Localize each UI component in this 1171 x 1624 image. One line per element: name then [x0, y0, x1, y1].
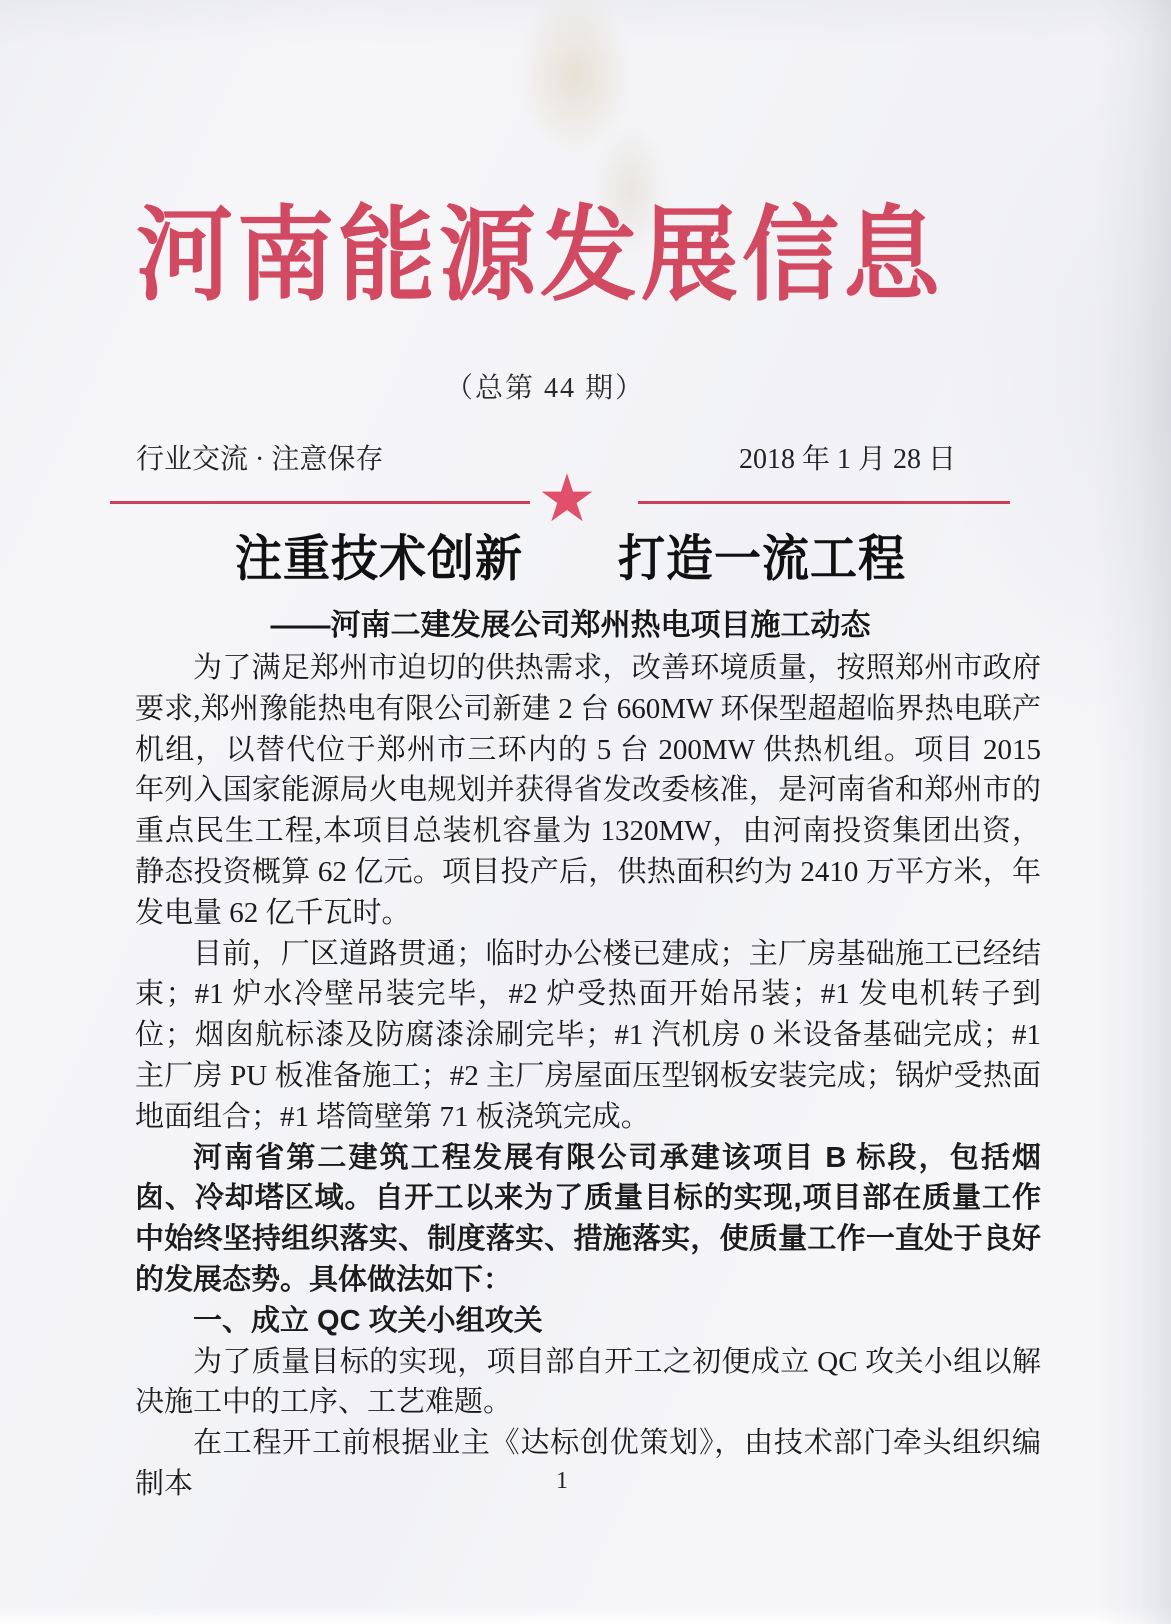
article-paragraph: 目前，厂区道路贯通；临时办公楼已建成；主厂房基础施工已经结束；#1 炉水冷壁吊装完毕，#2 炉受热面开始吊装；#1 发电机转子到位；烟囱航标漆及防腐漆涂刷完毕；#1 汽机房 0 米设备基础完成；#1 主厂房 PU 板准备施工；#2 主厂房屋面压型钢板安装完成；锅炉受热面地面组合；#1 塔筒壁第 71 板浇筑完成。: [135, 937, 1041, 1133]
headline-part-1: 注重技术创新: [235, 530, 523, 587]
distribution-note: 行业交流 · 注意保存: [136, 444, 384, 475]
article-paragraph: 河南省第二建筑工程发展有限公司承建该项目 B 标段，包括烟囱、冷却塔区域。自开工以来为了质量目标的实现,项目部在质量工作中始终坚持组织落实、制度落实、措施落实，使质量工作一直处于良好的发展态势。具体做法如下：: [135, 1141, 1041, 1296]
issue-number: （总第 44 期）: [444, 373, 645, 404]
article-paragraph: 为了满足郑州市迫切的供热需求，改善环境质量，按照郑州市政府要求,郑州豫能热电有限公司新建 2 台 660MW 环保型超超临界热电联产机组，以替代位于郑州市三环内的 5 台 200MW 供热机组。项目 2015 年列入国家能源局火电规划并获得省发改委核准，是河南省和郑州市的重点民生工程,本项目总装机容量为 1320MW，由河南投资集团出资，静态投资概算 62 亿元。项目投产后，供热面积约为 2410 万平方米，年发电量 62 亿千瓦时。: [135, 652, 1041, 929]
divider-line-right: [638, 501, 1010, 504]
headline-part-2: 打造一流工程: [618, 530, 906, 587]
newsletter-title: 河南能源发展信息: [136, 199, 944, 313]
article-body: [135, 648, 1041, 1505]
page-number: 1: [556, 1468, 568, 1494]
article-headline: [118, 520, 1023, 590]
section-heading: 一、成立 QC 攻关小组攻关: [193, 1304, 543, 1337]
article-paragraph: 在工程开工前根据业主《达标创优策划》，由技术部门牵头组织编制本: [135, 1427, 1041, 1500]
divider-line-left: [110, 501, 530, 504]
star-icon: ★: [537, 460, 597, 537]
article-subtitle: ——河南二建发展公司郑州热电项目施工动态: [270, 609, 871, 642]
article-paragraph: 为了质量目标的实现，项目部自开工之初便成立 QC 攻关小组以解决施工中的工序、工艺难题。: [135, 1345, 1041, 1419]
issue-date: 2018 年 1 月 28 日: [738, 444, 956, 475]
